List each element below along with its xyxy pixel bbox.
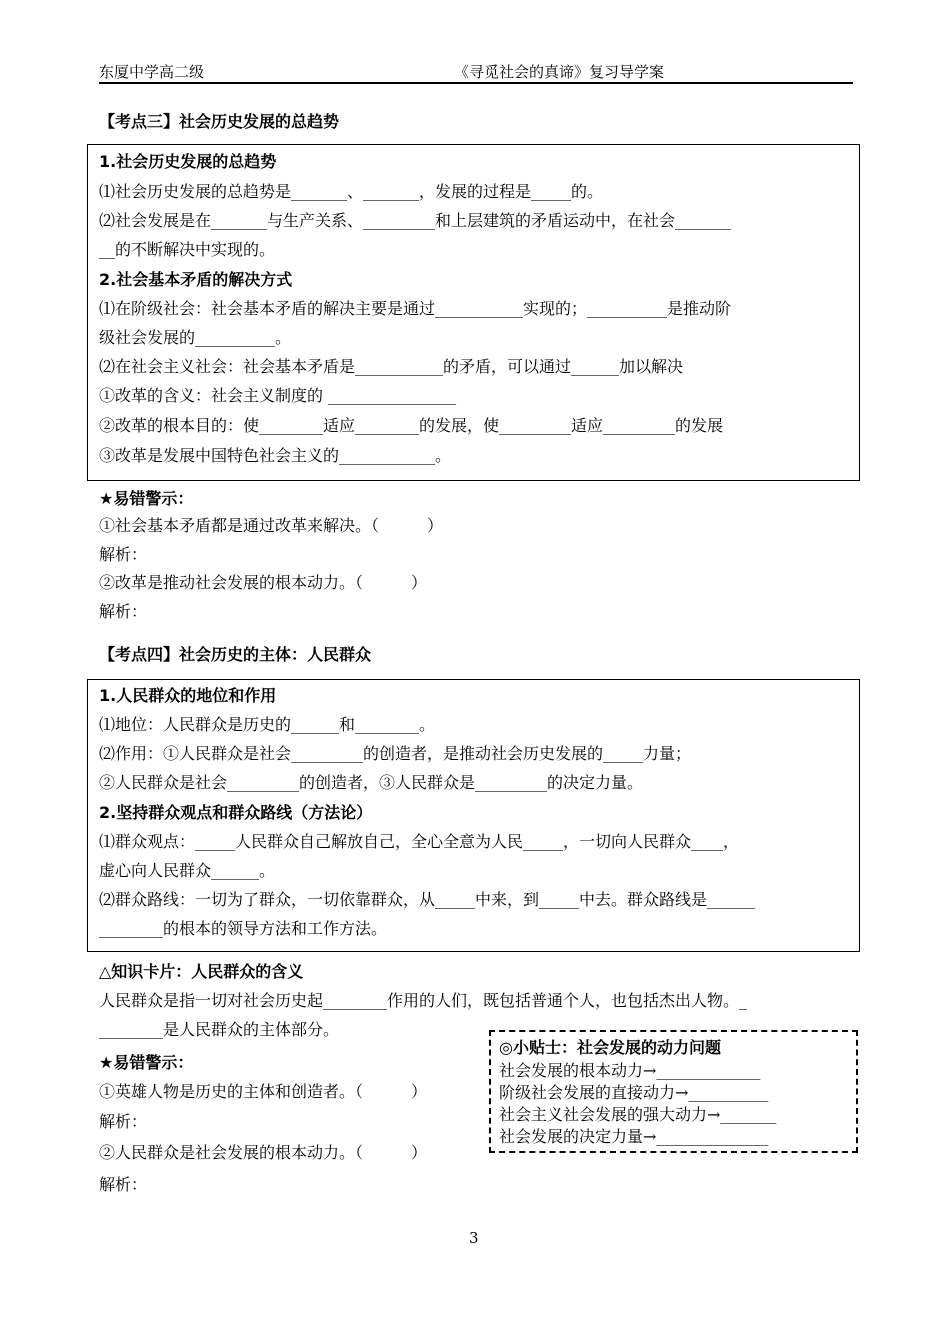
section3-warning-line: ①社会基本矛盾都是通过改革来解决。（ ）	[99, 516, 444, 535]
section3-line: 1.社会历史发展的总趋势	[99, 152, 277, 171]
section4-line: ⑵群众路线：一切为了群众，一切依靠群众，从_____中来，到_____中去。群众路线是______	[99, 890, 756, 909]
section3-line: ⑵在社会主义社会：社会基本矛盾是___________的矛盾，可以通过______加以解决	[99, 357, 684, 376]
section4-line: 1.人民群众的地位和作用	[99, 686, 277, 705]
tip-line: 社会发展的根本动力→_____________	[499, 1061, 761, 1080]
section3-warning-line: 解析：	[99, 602, 148, 621]
section4-warning-line: ②人民群众是社会发展的根本动力。（ ）	[99, 1143, 428, 1162]
knowledge-card-line: ________是人民群众的主体部分。	[99, 1020, 340, 1039]
section4-warning-title: ★易错警示：	[99, 1053, 194, 1072]
section3-line: ⑵社会发展是在_______与生产关系、_________和上层建筑的矛盾运动中，在社会_______	[99, 211, 732, 230]
header-school: 东厦中学高二级	[99, 63, 205, 81]
section4-line: 2.坚持群众观点和群众路线（方法论）	[99, 803, 373, 822]
section3-line: ③改革是发展中国特色社会主义的____________。	[99, 446, 452, 465]
header-rule	[99, 82, 853, 84]
section3-line: 2.社会基本矛盾的解决方式	[99, 270, 293, 289]
section3-line: ⑴在阶级社会：社会基本矛盾的解决主要是通过___________实现的；__________是推动阶	[99, 299, 732, 318]
knowledge-card-title: △知识卡片：人民群众的含义	[99, 962, 304, 981]
tip-title: ◎小贴士：社会发展的动力问题	[499, 1038, 721, 1057]
section4-line: ________的根本的领导方法和工作方法。	[99, 919, 388, 938]
section3-line: 级社会发展的__________。	[99, 328, 292, 347]
section3-line: ①改革的含义：社会主义制度的 ________________	[99, 386, 457, 405]
section4-line: ⑴地位：人民群众是历史的______和________。	[99, 715, 436, 734]
section4-line: 虚心向人民群众______。	[99, 861, 276, 880]
section3-warning-line: ②改革是推动社会发展的根本动力。（ ）	[99, 573, 428, 592]
section3-warning-title: ★易错警示：	[99, 489, 194, 508]
section4-line: ②人民群众是社会_________的创造者，③人民群众是_________的决定力量。	[99, 773, 644, 792]
tip-line: 社会发展的决定力量→______________	[499, 1127, 769, 1146]
header-title: 《寻觅社会的真谛》复习导学案	[454, 63, 665, 81]
knowledge-card-line: 人民群众是指一切对社会历史起________作用的人们，既包括普通个人，也包括杰出人物。_	[99, 991, 748, 1010]
section4-line: ⑵作用：①人民群众是社会_________的创造者，是推动社会历史发展的_____力量；	[99, 744, 692, 763]
section3-warning-line: 解析：	[99, 545, 148, 564]
section3-line: ②改革的根本目的：使________适应________的发展，使_________适应_________的发展	[99, 416, 724, 435]
section4-warning-line: ①英雄人物是历史的主体和创造者。（ ）	[99, 1082, 428, 1101]
section4-title: 【考点四】社会历史的主体：人民群众	[99, 645, 372, 664]
page-number: 3	[469, 1229, 479, 1247]
section3-line: __的不断解决中实现的。	[99, 240, 276, 259]
tip-line: 社会主义社会发展的强大动力→_______	[499, 1105, 777, 1124]
section3-title: 【考点三】社会历史发展的总趋势	[99, 112, 340, 131]
section3-line: ⑴社会历史发展的总趋势是_______、_______，发展的过程是_____的。	[99, 182, 604, 201]
tip-line: 阶级社会发展的直接动力→__________	[499, 1083, 769, 1102]
section4-line: ⑴群众观点：_____人民群众自己解放自己，全心全意为人民_____，一切向人民群众____，	[99, 832, 740, 851]
section4-warning-line: 解析：	[99, 1175, 148, 1194]
section4-warning-line: 解析：	[99, 1112, 148, 1131]
